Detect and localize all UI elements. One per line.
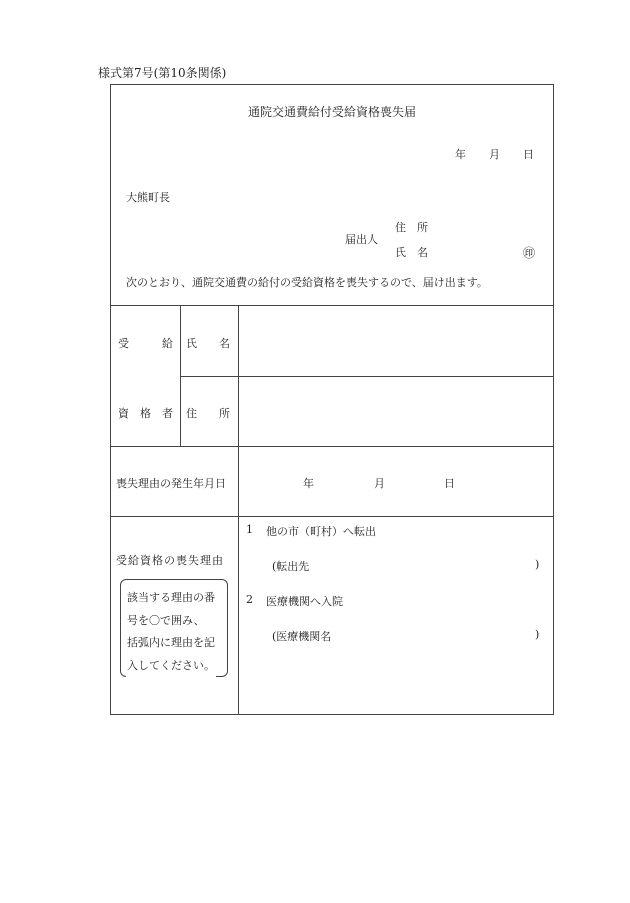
applicant-name-label: 氏 名 <box>395 246 428 259</box>
recipient-label-top: 受 給 <box>118 337 173 350</box>
option-2-close-paren: ) <box>535 628 540 641</box>
frame-right-border <box>553 84 554 715</box>
loss-date-month-label: 月 <box>374 477 385 490</box>
row-divider-name-address <box>180 376 554 377</box>
option-2-detail-label: (医療機関名 <box>272 630 332 643</box>
note-line: 号を〇で囲み、 <box>127 613 205 627</box>
option-1-detail-label: (転出先 <box>272 560 310 573</box>
frame-bottom-border <box>110 714 554 715</box>
note-line: 括弧内に理由を記 <box>127 636 215 649</box>
row-divider-recipient <box>110 446 554 447</box>
recipient-name-field[interactable] <box>245 320 545 364</box>
col-divider-recipient-label <box>180 305 181 446</box>
option-1-number: 1 <box>246 523 253 536</box>
loss-date-label: 喪失理由の発生年月日 <box>116 477 226 490</box>
note-line: 該当する理由の番 <box>127 591 215 604</box>
seal-mark-icon: ㊞ <box>523 246 536 260</box>
frame-left-border <box>110 84 111 715</box>
date-year-label: 年 <box>455 148 466 161</box>
recipient-label-bottom: 資 格 者 <box>118 407 173 420</box>
date-day-label: 日 <box>523 148 534 161</box>
loss-reason-label: 受給資格の喪失理由 <box>116 554 224 567</box>
applicant-address-label: 住 所 <box>395 221 428 234</box>
recipient-name-label: 氏 名 <box>186 337 230 350</box>
frame-top-border <box>110 84 554 85</box>
form-number: 様式第7号(第10条関係) <box>98 66 227 80</box>
row-divider-header <box>110 305 554 306</box>
loss-date-year-label: 年 <box>303 477 314 490</box>
addressee: 大熊町長 <box>126 191 170 204</box>
applicant-label: 届出人 <box>345 233 378 246</box>
date-month-label: 月 <box>489 148 500 161</box>
statement-text: 次のとおり、通院交通費の給付の受給資格を喪失するので、届け出ます。 <box>126 276 488 289</box>
loss-date-day-label: 日 <box>444 477 455 490</box>
option-1-close-paren: ) <box>535 558 540 571</box>
option-2-number: 2 <box>246 593 253 606</box>
recipient-address-label: 住 所 <box>186 407 230 420</box>
loss-reason-note <box>126 587 216 677</box>
note-line: 入してください。 <box>127 658 215 672</box>
col-divider-value <box>238 305 239 715</box>
recipient-address-field[interactable] <box>245 390 545 434</box>
form-title: 通院交通費給付受給資格喪失届 <box>248 105 417 119</box>
row-divider-loss-date <box>110 516 554 517</box>
option-2-text: 医療機関へ入院 <box>266 595 343 608</box>
option-1-text: 他の市（町村）へ転出 <box>266 525 376 538</box>
